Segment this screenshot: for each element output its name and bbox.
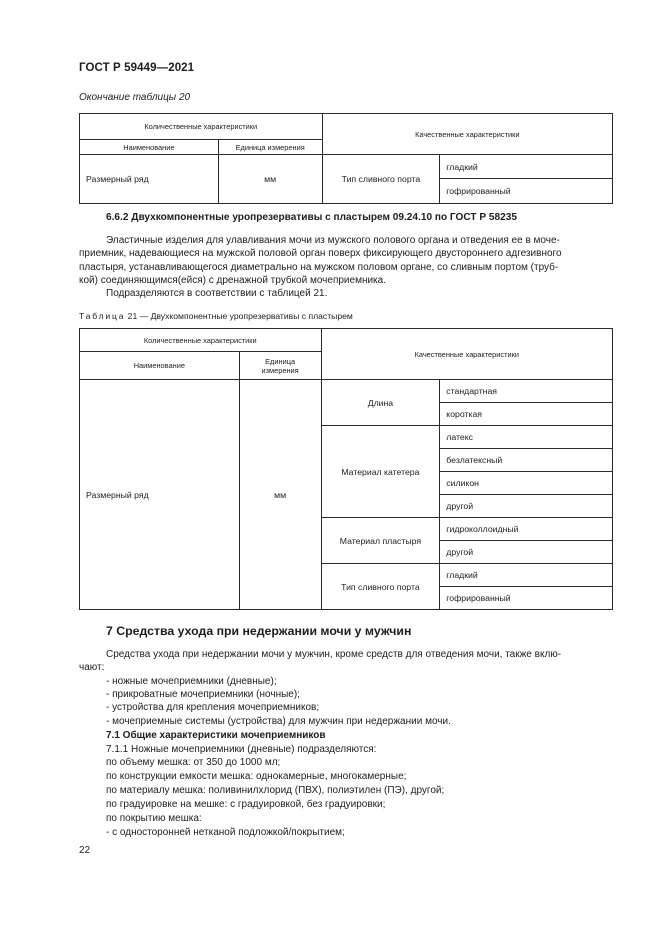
paragraph-line: Подразделяются в соответствии с таблицей 21.	[106, 288, 328, 300]
list-item: - ножные мочеприемники (дневные);	[106, 676, 277, 687]
text-line: по объему мешка: от 350 до 1000 мл;	[106, 757, 281, 768]
text-line: по покрытию мешка:	[106, 813, 202, 824]
row-name: Размерный ряд	[80, 380, 240, 610]
unit-header-line: измерения	[261, 365, 299, 375]
name-header: Наименование	[80, 140, 219, 155]
unit-header	[239, 352, 321, 380]
standard-header: ГОСТ Р 59449—2021	[79, 62, 195, 74]
paragraph-line: кой) соединяющимся(ейся) с дренажной трубкой мочеприемника.	[79, 274, 386, 286]
qual-group-name: Длина	[321, 380, 440, 426]
qual-group-name: Материал катетера	[321, 426, 440, 518]
quant-header: Количественные характеристики	[80, 329, 322, 352]
row-unit: мм	[239, 380, 321, 610]
qual-group-name: Тип сливного порта	[321, 564, 440, 610]
table-caption-label: Таблица	[79, 311, 126, 321]
section-heading: 6.6.2 Двухкомпонентные уропрезервативы с пластырем 09.24.10 по ГОСТ Р 58235	[106, 212, 517, 223]
paragraph	[79, 234, 615, 300]
page-number: 22	[79, 845, 91, 856]
qual-value: другой	[440, 495, 613, 518]
paragraph-line: приемник, надевающиеся на мужской половой орган поверх фиксирующего двустороннего адгезивного	[79, 248, 562, 260]
table-caption	[79, 311, 353, 321]
qual-value: короткая	[440, 403, 613, 426]
text-line: - с односторонней нетканой подложкой/покрытием;	[106, 827, 345, 838]
section-7-intro	[79, 648, 615, 675]
table-21	[79, 328, 613, 610]
qual-group-name: Материал пластыря	[321, 518, 440, 564]
list-item: - мочеприемные системы (устройства) для мужчин при недержании мочи.	[106, 716, 451, 727]
subsection-heading: 7.1 Общие характеристики мочеприемников	[106, 730, 326, 741]
row-unit: мм	[218, 155, 322, 204]
qual-value: другой	[440, 541, 613, 564]
qual-value: гофрированный	[440, 179, 613, 204]
name-header: Наименование	[80, 352, 240, 380]
qual-value: гладкий	[440, 155, 613, 179]
list-item: - прикроватные мочеприемники (ночные);	[106, 689, 300, 700]
text-line: по материалу мешка: поливинилхлорид (ПВХ), полиэтилен (ПЭ), другой;	[106, 785, 445, 796]
qual-value: гофрированный	[440, 587, 613, 610]
text-line: по градуировке на мешке: с градуировкой, без градуировки;	[106, 799, 386, 810]
paragraph-line: чают:	[79, 662, 105, 674]
unit-header-line: Единица	[265, 356, 296, 366]
qual-header: Качественные характеристики	[322, 114, 612, 155]
list-item: - устройства для крепления мочеприемников;	[106, 702, 320, 713]
paragraph-line: Эластичные изделия для улавливания мочи из мужского полового органа и отведения ее в моче-	[106, 235, 560, 246]
table-caption-title: 21 — Двухкомпонентные уропрезервативы с пластырем	[125, 311, 353, 321]
qual-value: безлатексный	[440, 449, 613, 472]
table-20	[79, 113, 613, 204]
qual-value: латекс	[440, 426, 613, 449]
quant-header: Количественные характеристики	[80, 114, 323, 140]
qual-value: гидроколлоидный	[440, 518, 613, 541]
paragraph-line: пластыря, устанавливающегося диаметрально на мужском половом органе, со сливным портом (труб-	[79, 261, 559, 273]
qual-header: Качественные характеристики	[321, 329, 612, 380]
qual-value: гладкий	[440, 564, 613, 587]
qual-value: силикон	[440, 472, 613, 495]
qual-group-name: Тип сливного порта	[322, 155, 440, 204]
table-continuation-label: Окончание таблицы 20	[79, 92, 191, 103]
paragraph-line: Средства ухода при недержании мочи у мужчин, кроме средств для отведения мочи, также вклю-	[106, 649, 562, 660]
text-line: 7.1.1 Ножные мочеприемники (дневные) подразделяются:	[106, 744, 377, 755]
text-line: по конструкции емкости мешка: однокамерные, многокамерные;	[106, 771, 407, 782]
row-name: Размерный ряд	[80, 155, 219, 204]
unit-header: Единица измерения	[218, 140, 322, 155]
section-7-heading: 7 Средства ухода при недержании мочи у мужчин	[106, 624, 412, 638]
qual-value: стандартная	[440, 380, 613, 403]
